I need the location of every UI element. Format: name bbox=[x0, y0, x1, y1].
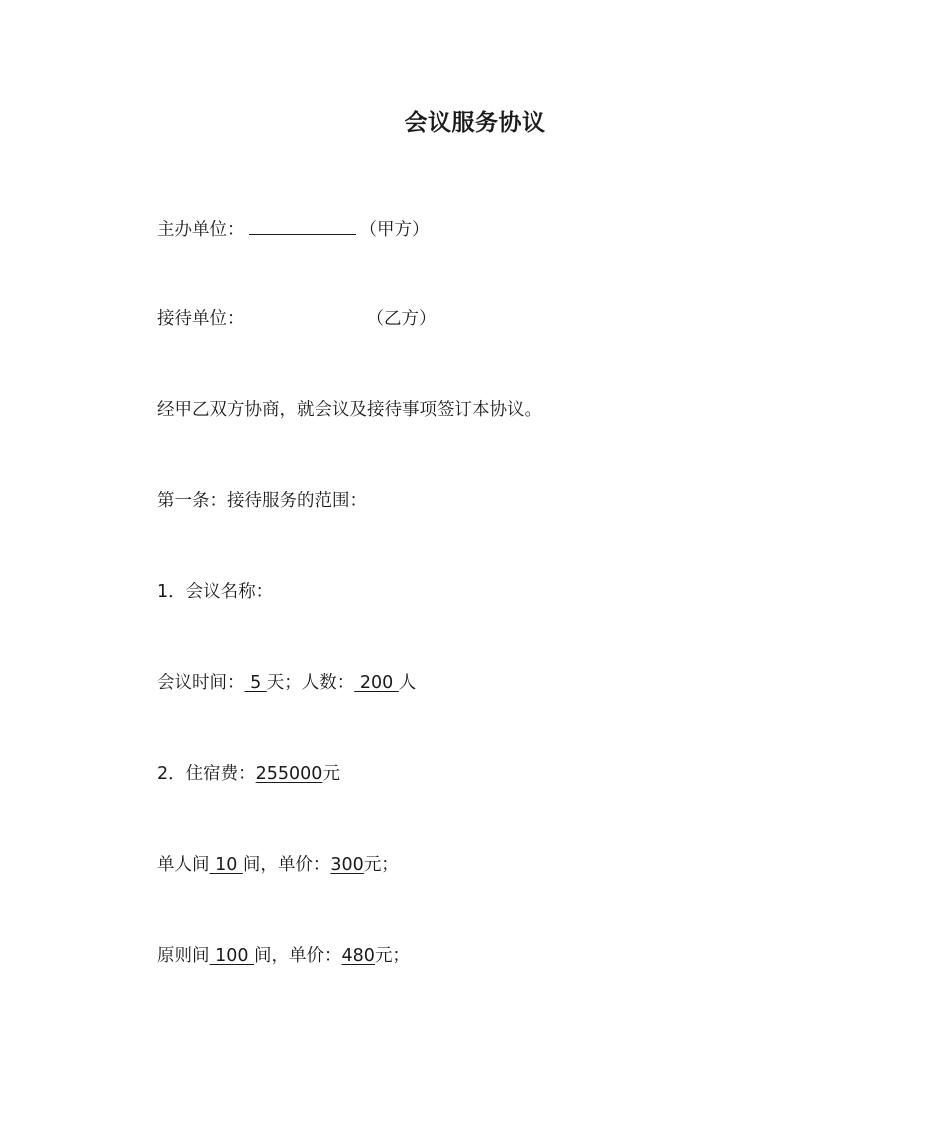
lodging-unit: 元 bbox=[322, 764, 340, 784]
meeting-days-unit: 天；人数： bbox=[266, 673, 355, 693]
standard-room-price: 480 bbox=[341, 946, 375, 966]
host-party: （甲方） bbox=[359, 220, 430, 240]
receiver-line bbox=[157, 307, 437, 331]
single-room-mid: 间，单价： bbox=[242, 855, 331, 875]
meeting-people-value: 200 bbox=[354, 673, 399, 693]
lodging-line bbox=[157, 762, 340, 786]
meeting-days-value: 5 bbox=[244, 673, 267, 693]
single-room-line bbox=[157, 853, 399, 877]
intro-paragraph: 经甲乙双方协商，就会议及接待事项签订本协议。 bbox=[157, 400, 542, 420]
host-blank bbox=[249, 216, 356, 235]
lodging-label: 2．住宿费： bbox=[157, 764, 256, 784]
item-1-meeting-name: 1．会议名称： bbox=[157, 582, 274, 602]
receiver-label: 接待单位： bbox=[157, 309, 245, 329]
meeting-time-label: 会议时间： bbox=[157, 673, 245, 693]
standard-room-unit: 元； bbox=[374, 946, 410, 966]
meeting-people-unit: 人 bbox=[398, 673, 417, 693]
meeting-time-line bbox=[157, 671, 416, 695]
standard-room-mid: 间，单价： bbox=[254, 946, 342, 966]
host-line bbox=[157, 216, 430, 242]
standard-room-line bbox=[157, 944, 410, 968]
article-1-heading: 第一条：接待服务的范围： bbox=[157, 491, 367, 511]
standard-room-count: 100 bbox=[209, 946, 255, 966]
single-room-price: 300 bbox=[330, 855, 364, 875]
single-room-count: 10 bbox=[209, 855, 243, 875]
single-room-label: 单人间 bbox=[157, 855, 210, 875]
standard-room-label: 原则间 bbox=[157, 946, 210, 966]
receiver-party: （乙方） bbox=[366, 309, 437, 329]
lodging-amount: 255000 bbox=[255, 764, 323, 784]
document-title: 会议服务协议 bbox=[404, 110, 546, 136]
single-room-unit: 元； bbox=[363, 855, 399, 875]
host-label: 主办单位： bbox=[157, 220, 245, 240]
